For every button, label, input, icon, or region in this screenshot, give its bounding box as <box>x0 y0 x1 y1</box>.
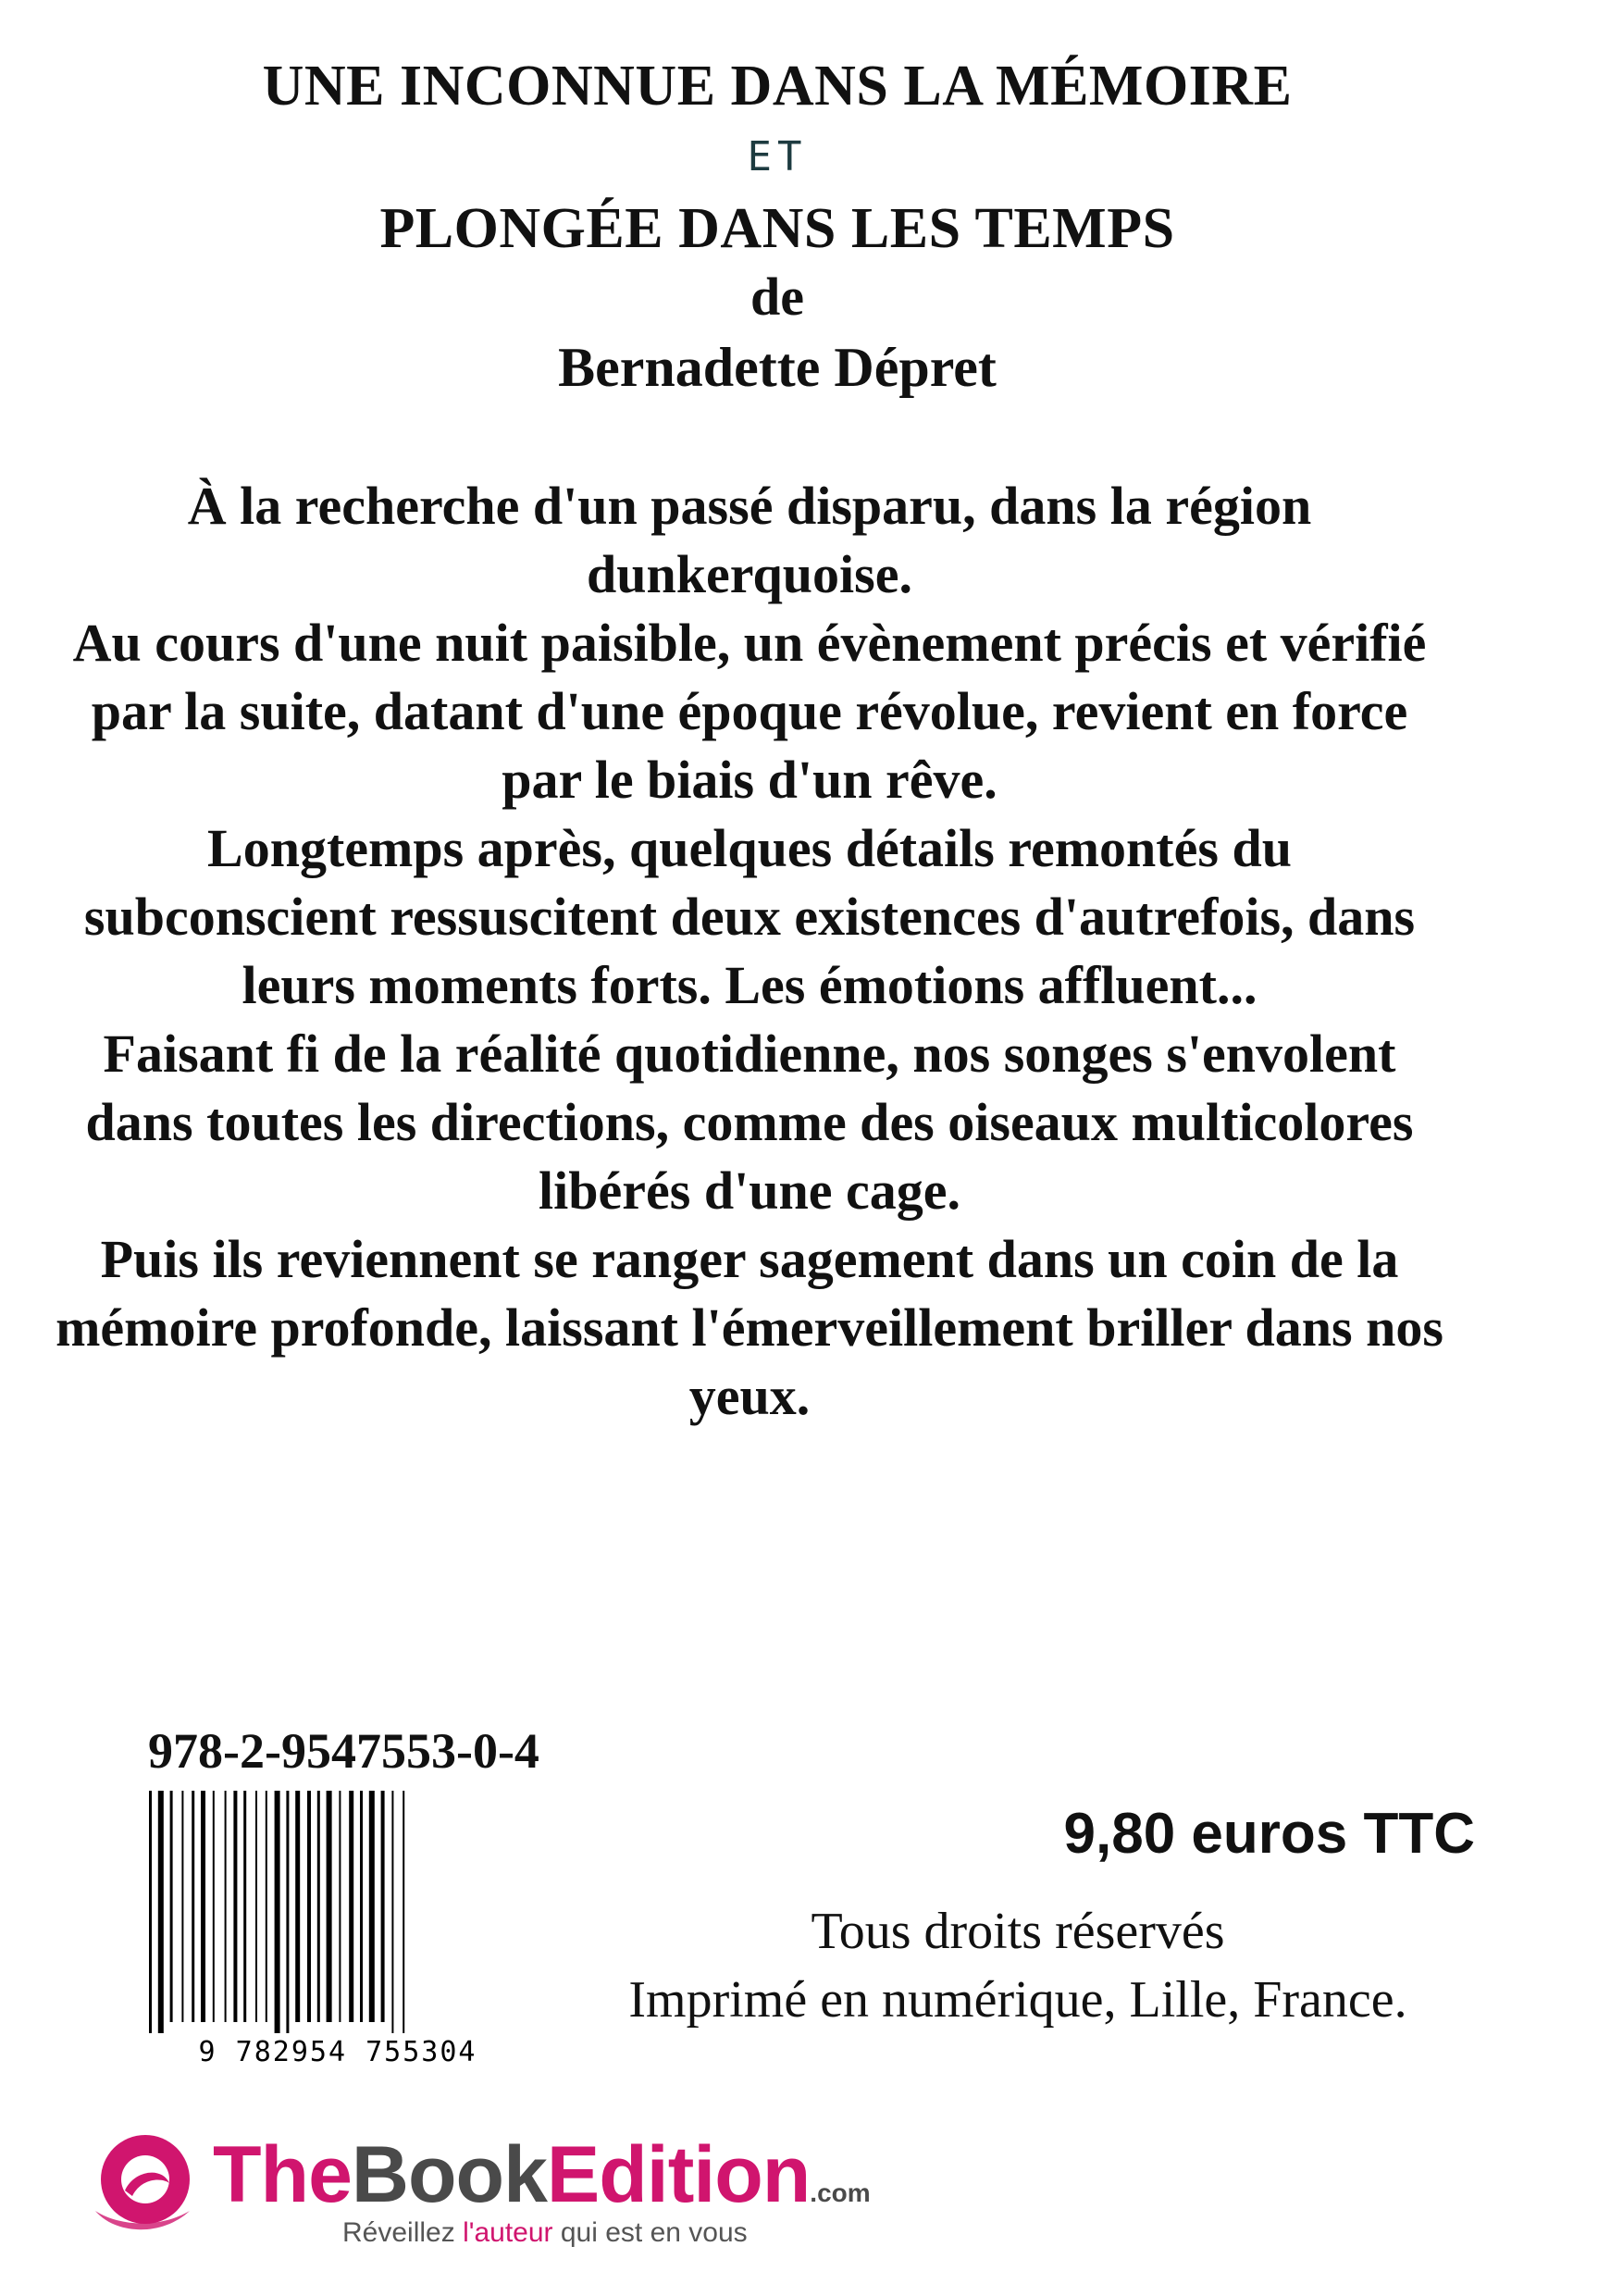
barcode-bar <box>327 1791 332 2022</box>
barcode-bar <box>158 1791 164 2033</box>
barcode-bar <box>369 1791 375 2022</box>
swirl-logo-icon <box>88 2126 199 2237</box>
tagline-accent: l'auteur <box>463 2217 553 2248</box>
back-cover-blurb <box>56 472 1443 1431</box>
tagline-end: qui est en vous <box>552 2217 748 2248</box>
blurb-paragraph: Au cours d'une nuit paisible, un évènement précis et vérifié par la suite, datant d'une époque révolue, revient en force par le biais d'un rêve. <box>72 613 1427 810</box>
barcode-bar <box>339 1791 341 2022</box>
barcode-bar <box>233 1791 237 2022</box>
barcode-bar <box>295 1791 300 2022</box>
barcode-bar <box>403 1791 404 2033</box>
barcode-bar <box>360 1791 363 2022</box>
barcode-bar <box>317 1791 320 2022</box>
barcode-bar <box>243 1791 246 2022</box>
barcode-bar <box>255 1791 257 2022</box>
barcode-digits: 9 782954 755304 <box>198 2036 477 2068</box>
cover-title-block <box>0 51 1555 404</box>
barcode-bar <box>192 1791 194 2022</box>
author-name: Bernadette Dépret <box>558 337 997 398</box>
barcode-bar <box>381 1791 385 2022</box>
barcode-bar <box>170 1791 173 2022</box>
blurb-paragraph: Faisant fi de la réalité quotidienne, nos songes s'envolent dans toutes les directions, comme des oiseaux multicolores libérés d'une cage. <box>85 1024 1414 1221</box>
tagline-start: Réveillez <box>342 2217 464 2248</box>
isbn-number: 978-2-9547553-0-4 <box>148 1723 539 1779</box>
blurb-paragraph: Longtemps après, quelques détails remontés du subconscient ressuscitent deux existences d'autrefois, dans leurs moments forts. Les émotions affluent... <box>83 818 1416 1015</box>
book-title-2: PLONGÉE DANS LES TEMPS <box>379 197 1175 260</box>
barcode-bar <box>266 1791 267 2022</box>
wordmark-the: The <box>213 2130 352 2219</box>
wordmark-edition: Edition <box>546 2130 811 2219</box>
barcode-bar <box>149 1791 152 2033</box>
barcode-bar <box>275 1791 280 2033</box>
rights-block <box>555 1897 1481 2034</box>
barcode-bar <box>286 1791 289 2033</box>
rights-line: Tous droits réservés <box>811 1903 1225 1960</box>
wordmark-book: Book <box>351 2130 547 2219</box>
barcode-bar <box>307 1791 311 2022</box>
by-label: de <box>750 267 804 327</box>
barcode-bar <box>225 1791 227 2022</box>
barcode-bar <box>201 1791 205 2022</box>
barcode-bar <box>213 1791 215 2022</box>
barcode <box>143 1791 532 2068</box>
blurb-paragraph: Puis ils reviennent se ranger sagement dans un coin de la mémoire profonde, laissant l'émerveillement briller dans nos yeux. <box>56 1229 1443 1426</box>
price-label: 9,80 euros TTC <box>1063 1802 1475 1866</box>
wordmark-com: .com <box>810 2178 871 2207</box>
barcode-bar <box>391 1791 393 2033</box>
blurb-paragraph: À la recherche d'un passé disparu, dans la région dunkerquoise. <box>187 476 1312 604</box>
publisher-tagline <box>342 2216 748 2250</box>
title-connector: ET <box>747 133 808 180</box>
book-title-1: UNE INCONNUE DANS LA MÉMOIRE <box>262 55 1293 118</box>
publisher-logo <box>88 2124 884 2263</box>
print-location-line: Imprimé en numérique, Lille, France. <box>628 1971 1407 2029</box>
barcode-bars <box>149 1791 404 2033</box>
barcode-bar <box>349 1791 353 2022</box>
barcode-bar <box>181 1791 183 2022</box>
